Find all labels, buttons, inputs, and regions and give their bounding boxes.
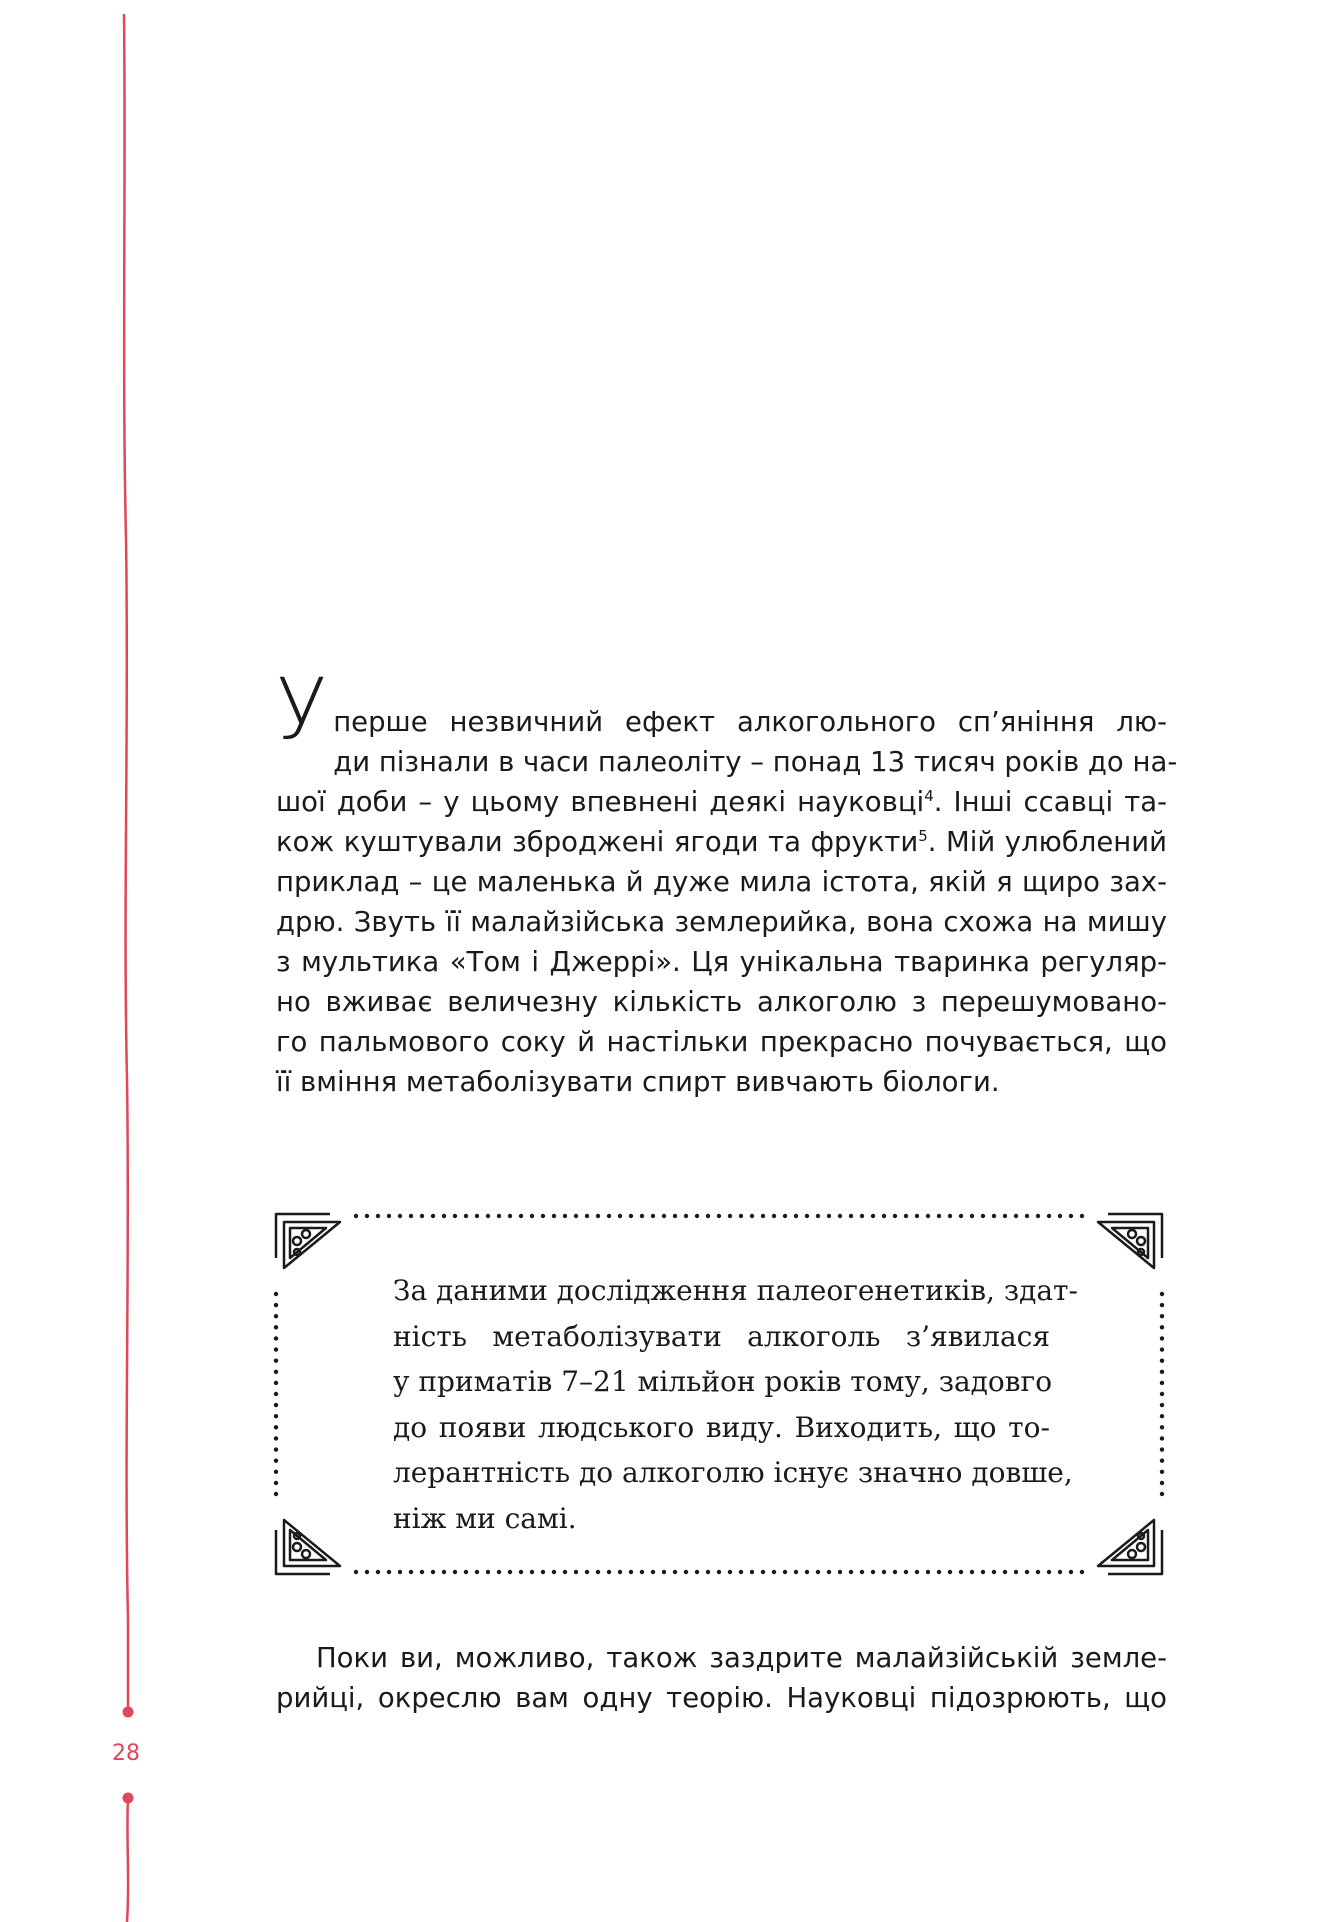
frame-dot [274, 1436, 278, 1440]
first-paragraph [276, 660, 1178, 1102]
frame-dot [838, 1570, 842, 1574]
frame-dot [1160, 1492, 1164, 1496]
frame-dot [274, 1381, 278, 1385]
page-number: 28 [112, 1741, 140, 1766]
frame-dot [1069, 1570, 1073, 1574]
margin-dot-top [123, 1707, 134, 1718]
frame-dot [871, 1214, 875, 1218]
frame-dot [519, 1214, 523, 1218]
frame-dot [772, 1214, 776, 1218]
frame-dot [640, 1570, 644, 1574]
frame-dot [274, 1481, 278, 1485]
frame-dot [274, 1358, 278, 1362]
frame-dot [607, 1570, 611, 1574]
corner-ornament-top-right [1098, 1214, 1162, 1268]
corner-ornament-top-left [276, 1214, 340, 1268]
frame-dot [838, 1214, 842, 1218]
frame-dot [475, 1570, 479, 1574]
callout-line: За даними дослідження палеогенетиків, здат- [393, 1274, 1078, 1307]
frame-dot [1160, 1381, 1164, 1385]
frame-dot [717, 1214, 721, 1218]
frame-dot [662, 1570, 666, 1574]
frame-dot [1160, 1414, 1164, 1418]
frame-dot [926, 1570, 930, 1574]
frame-dot [717, 1570, 721, 1574]
callout-box [270, 1208, 1168, 1580]
frame-dot [761, 1214, 765, 1218]
frame-dot [442, 1214, 446, 1218]
frame-dot [431, 1214, 435, 1218]
corner-ornament-bottom-left [276, 1520, 340, 1574]
frame-dot [728, 1570, 732, 1574]
frame-dot [926, 1214, 930, 1218]
frame-dot [893, 1214, 897, 1218]
text-line: перше незвичний ефект алкогольного сп’яніння лю- [333, 706, 1167, 738]
frame-dot [508, 1570, 512, 1574]
text-line: з мультика «Том і Джеррі». Ця унікальна тваринка регуляр- [276, 946, 1167, 978]
frame-dot [673, 1570, 677, 1574]
frame-dot [585, 1570, 589, 1574]
frame-dot [274, 1392, 278, 1396]
frame-dot [992, 1214, 996, 1218]
frame-dot [376, 1214, 380, 1218]
corner-ornament-bottom-right [1098, 1520, 1162, 1574]
frame-dot [420, 1214, 424, 1218]
frame-dot [274, 1303, 278, 1307]
callout-line: лерантність до алкоголю існує значно довше, [393, 1456, 1073, 1489]
frame-dot [1036, 1214, 1040, 1218]
frame-dot [750, 1214, 754, 1218]
frame-dot [585, 1214, 589, 1218]
frame-dot [1003, 1214, 1007, 1218]
frame-dot [915, 1214, 919, 1218]
frame-dot [684, 1214, 688, 1218]
frame-dot [871, 1570, 875, 1574]
frame-dot [274, 1314, 278, 1318]
frame-dot [1003, 1570, 1007, 1574]
frame-dot [497, 1570, 501, 1574]
frame-dot [552, 1214, 556, 1218]
frame-dot [1160, 1481, 1164, 1485]
frame-dot [354, 1214, 358, 1218]
text-line: шої доби – у цьому впевнені деякі науковці$^4$. Інші ссавці та- [276, 786, 1168, 818]
frame-dot [431, 1570, 435, 1574]
frame-dot [530, 1214, 534, 1218]
frame-dot [970, 1570, 974, 1574]
frame-dot [695, 1214, 699, 1218]
frame-dot [1160, 1314, 1164, 1318]
frame-dot [1160, 1425, 1164, 1429]
frame-dot [1160, 1447, 1164, 1451]
text-line: кож куштували зброджені ягоди та фрукти$^5$. Мій улюблений [276, 826, 1167, 858]
frame-dot [1160, 1470, 1164, 1474]
frame-dot [508, 1214, 512, 1218]
frame-dot [618, 1570, 622, 1574]
frame-dot [860, 1214, 864, 1218]
frame-dot [1080, 1214, 1084, 1218]
frame-dot [882, 1214, 886, 1218]
frame-dot [706, 1570, 710, 1574]
frame-dot [274, 1292, 278, 1296]
frame-dot [365, 1214, 369, 1218]
frame-dot [1080, 1570, 1084, 1574]
frame-dot [1160, 1436, 1164, 1440]
frame-dot [794, 1570, 798, 1574]
frame-dot [849, 1214, 853, 1218]
frame-dot [274, 1425, 278, 1429]
frame-dot [959, 1570, 963, 1574]
frame-dot [948, 1214, 952, 1218]
frame-dot [860, 1570, 864, 1574]
frame-dot [1069, 1214, 1073, 1218]
frame-dot [893, 1570, 897, 1574]
frame-dot [497, 1214, 501, 1218]
frame-dot [596, 1214, 600, 1218]
frame-dot [981, 1214, 985, 1218]
footnote-ref: 5 [918, 826, 928, 845]
frame-dot [937, 1214, 941, 1218]
frame-dot [596, 1570, 600, 1574]
frame-dot [574, 1570, 578, 1574]
frame-dot [409, 1214, 413, 1218]
frame-dot [1160, 1336, 1164, 1340]
frame-dot [970, 1214, 974, 1218]
frame-dot [772, 1570, 776, 1574]
frame-dot [816, 1214, 820, 1218]
frame-dot [981, 1570, 985, 1574]
frame-dot [1160, 1303, 1164, 1307]
frame-dot [849, 1570, 853, 1574]
frame-dot [1160, 1392, 1164, 1396]
frame-dot [937, 1570, 941, 1574]
frame-dot [629, 1570, 633, 1574]
frame-dot [530, 1570, 534, 1574]
frame-dot [750, 1570, 754, 1574]
frame-dot [739, 1570, 743, 1574]
frame-dot [882, 1570, 886, 1574]
frame-dot [398, 1570, 402, 1574]
second-paragraph [276, 1638, 1167, 1718]
frame-dot [376, 1570, 380, 1574]
frame-dot [805, 1570, 809, 1574]
callout-line: у приматів 7–21 мільйон років тому, задовго [393, 1365, 1053, 1398]
frame-dot [816, 1570, 820, 1574]
drop-cap: У [276, 660, 328, 758]
text-line: рийці, окреслю вам одну теорію. Науковці підозрюють, що [276, 1682, 1167, 1714]
frame-dot [1160, 1403, 1164, 1407]
frame-dot [274, 1336, 278, 1340]
frame-dot [274, 1325, 278, 1329]
frame-dot [783, 1214, 787, 1218]
frame-dot [464, 1214, 468, 1218]
frame-dot [805, 1214, 809, 1218]
frame-dot [387, 1570, 391, 1574]
frame-dot [574, 1214, 578, 1218]
margin-line-decoration [0, 0, 200, 1922]
frame-dot [365, 1570, 369, 1574]
frame-dot [1047, 1570, 1051, 1574]
frame-dot [453, 1570, 457, 1574]
frame-dot [904, 1214, 908, 1218]
frame-dot [464, 1570, 468, 1574]
frame-dot [552, 1570, 556, 1574]
frame-dot [640, 1214, 644, 1218]
frame-dot [274, 1403, 278, 1407]
frame-dot [915, 1570, 919, 1574]
frame-dot [1036, 1570, 1040, 1574]
frame-dot [827, 1570, 831, 1574]
frame-dot [695, 1570, 699, 1574]
text-line: но вживає величезну кількість алкоголю з перешумовано- [276, 986, 1167, 1018]
frame-dot [486, 1214, 490, 1218]
frame-dot [1160, 1325, 1164, 1329]
frame-dot [706, 1214, 710, 1218]
frame-dot [541, 1570, 545, 1574]
frame-dot [475, 1214, 479, 1218]
text-line: її вміння метаболізувати спирт вивчають біологи. [276, 1066, 1000, 1098]
frame-dot [486, 1570, 490, 1574]
frame-dot [794, 1214, 798, 1218]
frame-dot [274, 1470, 278, 1474]
frame-dot [739, 1214, 743, 1218]
callout-line: до появи людського виду. Виходить, що то- [393, 1410, 1050, 1444]
frame-dot [1025, 1214, 1029, 1218]
callout-line: ніж ми самі. [393, 1501, 577, 1535]
frame-dot [1047, 1214, 1051, 1218]
frame-dot [563, 1570, 567, 1574]
frame-dot [651, 1570, 655, 1574]
callout-line: ність метаболізувати алкоголь з’явилася [393, 1319, 1050, 1353]
frame-dot [274, 1414, 278, 1418]
frame-dot [662, 1214, 666, 1218]
frame-dot [728, 1214, 732, 1218]
frame-dot [607, 1214, 611, 1218]
frame-dot [541, 1214, 545, 1218]
frame-dot [1160, 1458, 1164, 1462]
frame-dot [783, 1570, 787, 1574]
frame-dot [1160, 1370, 1164, 1374]
frame-dot [1160, 1358, 1164, 1362]
frame-dot [274, 1347, 278, 1351]
frame-dot [420, 1570, 424, 1574]
footnote-ref: 4 [924, 786, 934, 805]
frame-dot [761, 1570, 765, 1574]
frame-dot [1160, 1292, 1164, 1296]
frame-dot [827, 1214, 831, 1218]
frame-dot [1014, 1214, 1018, 1218]
frame-dot [1025, 1570, 1029, 1574]
frame-dot [1058, 1214, 1062, 1218]
frame-dot [651, 1214, 655, 1218]
text-line: го пальмового соку й настільки прекрасно почувається, що [276, 1026, 1167, 1058]
callout-text [393, 1268, 1078, 1541]
text-line: ди пізнали в часи палеоліту – понад 13 тисяч років до на- [333, 746, 1178, 778]
frame-dot [387, 1214, 391, 1218]
text-line: приклад – це маленька й дуже мила істота, якій я щиро зах- [276, 866, 1167, 898]
frame-dot [992, 1570, 996, 1574]
frame-dot [274, 1370, 278, 1374]
frame-dot [684, 1570, 688, 1574]
frame-dot [959, 1214, 963, 1218]
frame-dot [618, 1214, 622, 1218]
frame-dot [398, 1214, 402, 1218]
frame-dot [629, 1214, 633, 1218]
frame-dot [274, 1447, 278, 1451]
frame-dot [904, 1570, 908, 1574]
frame-dot [519, 1570, 523, 1574]
frame-dot [563, 1214, 567, 1218]
frame-dot [442, 1570, 446, 1574]
frame-dot [1014, 1570, 1018, 1574]
text-line: дрю. Звуть її малайзійська землерийка, вона схожа на мишу [276, 906, 1167, 938]
frame-dot [1160, 1347, 1164, 1351]
frame-dot [274, 1458, 278, 1462]
text-line: Поки ви, можливо, також заздрите малайзійській земле- [316, 1642, 1167, 1674]
frame-dot [453, 1214, 457, 1218]
frame-dot [354, 1570, 358, 1574]
frame-dot [948, 1570, 952, 1574]
frame-dot [673, 1214, 677, 1218]
frame-dot [274, 1492, 278, 1496]
frame-dot [409, 1570, 413, 1574]
frame-dot [1058, 1570, 1062, 1574]
